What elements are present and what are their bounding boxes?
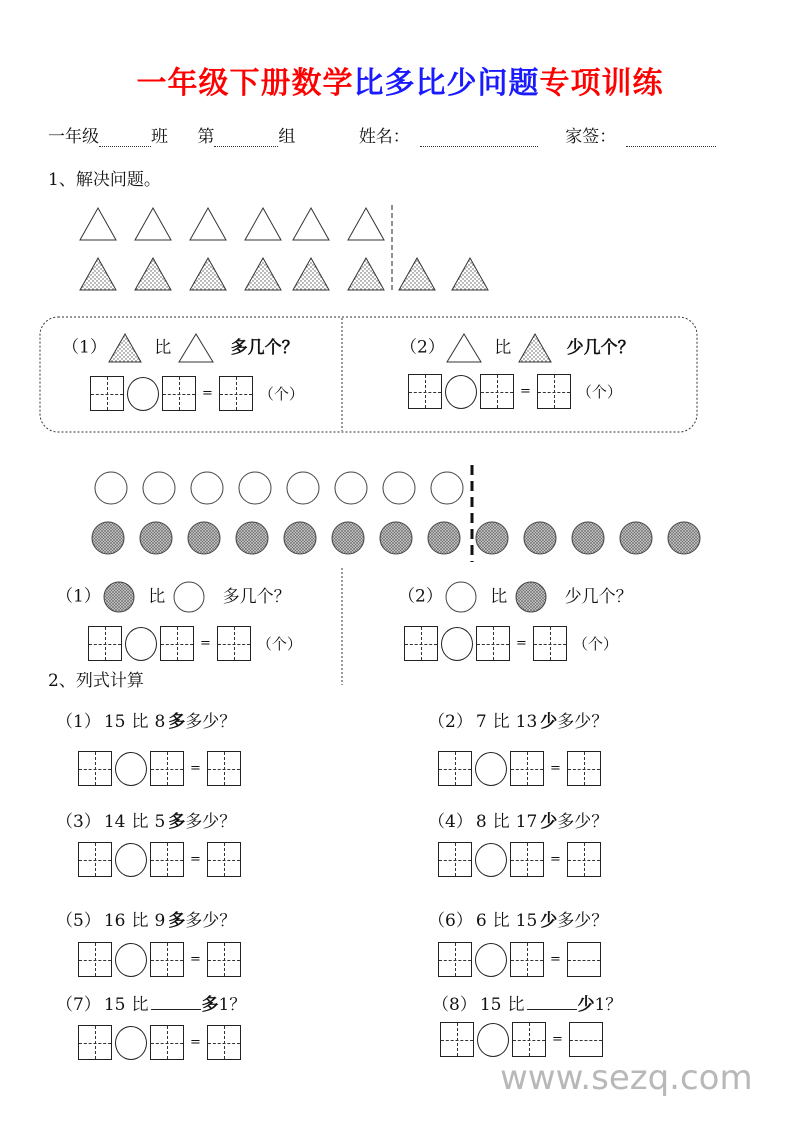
outline-circle-icon [443,580,479,614]
operator-circle[interactable] [475,843,507,877]
problem-6 [428,906,608,931]
problem-2 [428,707,608,732]
problem-key: 多 [168,712,186,732]
question-text: 少几个？ [564,586,633,607]
sign-label: 家签： [565,127,617,147]
problem-a: 16 [103,911,126,931]
group-label: 组 [278,127,296,147]
answer-box[interactable] [512,1022,546,1057]
hatched-circle-icon [101,580,137,614]
problem-a: 15 [103,995,126,1015]
equation-row [78,842,241,877]
equals-sign: = [202,386,213,401]
problem-b: 15 [515,911,538,931]
hatched-circle [140,522,172,554]
equation-row [78,1025,241,1060]
dotted-triangle [348,258,384,290]
problem-key: 少 [540,911,558,931]
hatched-circle-icon [513,580,549,614]
equation-row [78,942,241,977]
hatched-circle [428,522,460,554]
triangle-question-2 [400,332,635,364]
title-part-red: 一年级下册数学 [136,66,354,101]
result-box[interactable] [207,1025,241,1060]
problem-a: 14 [103,812,126,832]
operator-circle[interactable] [115,943,147,977]
equation-row [88,626,302,661]
operator-circle[interactable] [127,377,159,411]
bi-label: 比 [148,586,166,607]
problem-rest: 1？ [218,995,247,1015]
section1-heading: 1、解决问题。 [48,170,161,190]
problem-b: 13 [515,712,538,732]
equation-row [438,842,601,877]
hatched-circle [284,522,316,554]
outline-circle [191,472,223,504]
equation-row [90,376,304,411]
result-box[interactable] [567,751,601,786]
equation-row [408,374,622,409]
problem-bi: 比 [507,995,525,1015]
operator-circle[interactable] [477,1023,509,1057]
problem-key: 少 [540,812,558,832]
hatched-circle [668,522,700,554]
problem-5 [56,906,236,931]
answer-box[interactable] [438,942,472,977]
outline-circle [287,472,319,504]
problem-num: （1） [56,712,101,732]
problem-bi: 比 [492,812,510,832]
q-number: （1） [56,586,101,607]
hatched-circle [188,522,220,554]
operator-circle[interactable] [475,752,507,786]
circle-question-1 [56,580,291,614]
hatched-circle [524,522,556,554]
problem-rest: 多少？ [557,911,609,931]
equals-sign: = [190,852,201,867]
dotted-triangle [293,258,329,290]
problem-bi: 比 [131,712,149,732]
dotted-triangle [452,258,488,290]
answer-box[interactable] [78,942,112,977]
dotted-triangle [80,258,116,290]
problem-b: 9 [154,911,166,931]
problem-bi: 比 [131,911,149,931]
title-part-red-2: 专项训练 [539,66,664,101]
outline-triangle [80,208,116,240]
grade-label: 一年级 [48,127,99,147]
problem-num: （6） [428,911,473,931]
problem-b: 17 [515,812,538,832]
problem-8 [432,990,622,1015]
problem-num: （2） [428,712,473,732]
result-box[interactable] [537,374,571,409]
equals-sign: = [520,384,531,399]
result-box[interactable] [207,942,241,977]
operator-circle[interactable] [441,627,473,661]
equation-row [78,751,241,786]
equation-row [438,751,601,786]
problem-a: 7 [475,712,487,732]
result-box[interactable] [217,626,251,661]
answer-box[interactable] [78,1025,112,1060]
watermark: www.sezq.com [500,1058,753,1098]
dotted-triangle-icon [517,332,553,364]
answer-box[interactable] [150,942,184,977]
result-box[interactable] [207,751,241,786]
problem-bi: 比 [492,712,510,732]
result-box[interactable] [207,842,241,877]
problem-b: 8 [154,712,166,732]
problem-a: 15 [479,995,502,1015]
problem-4 [428,807,608,832]
answer-box[interactable] [162,376,196,411]
answer-box[interactable] [480,374,514,409]
dotted-triangle [245,258,281,290]
problem-num: （3） [56,812,101,832]
equals-sign: = [550,761,561,776]
fill-in-blank[interactable] [527,995,577,1010]
problem-num: （7） [56,995,101,1015]
hatched-circle [92,522,124,554]
bi-label: 比 [494,337,512,358]
answer-box[interactable] [510,842,544,877]
problem-bi: 比 [131,995,149,1015]
outline-triangle [245,208,281,240]
answer-box[interactable] [78,842,112,877]
section2-heading: 2、列式计算 [48,671,144,691]
problem-num: （8） [432,995,477,1015]
unit-label: （个） [572,635,618,653]
problem-a: 6 [475,911,487,931]
bi-label: 比 [154,337,172,358]
result-box[interactable] [567,942,601,977]
name-label: 姓名： [358,127,410,147]
dotted-triangle [399,258,435,290]
dotted-triangle [190,258,226,290]
operator-circle[interactable] [475,943,507,977]
problem-rest: 1？ [594,995,623,1015]
group-prefix: 第 [197,127,215,147]
hatched-circle [380,522,412,554]
problem-rest: 多少？ [185,712,237,732]
outline-triangle-icon [177,332,215,364]
problem-key: 少 [577,995,595,1015]
problem-num: （5） [56,911,101,931]
problem-rest: 多少？ [185,812,237,832]
equals-sign: = [552,1032,563,1047]
result-box[interactable] [569,1022,603,1057]
operator-circle[interactable] [115,752,147,786]
question-text: 多几个？ [222,586,291,607]
outline-circle [335,472,367,504]
outline-circle [431,472,463,504]
circle-question-2 [398,580,633,614]
outline-circle [239,472,271,504]
problem-key: 多 [168,911,186,931]
equals-sign: = [550,952,561,967]
answer-box[interactable] [160,626,194,661]
answer-box[interactable] [510,751,544,786]
equals-sign: = [190,761,201,776]
answer-box[interactable] [78,751,112,786]
outline-circle [95,472,127,504]
operator-circle[interactable] [115,1026,147,1060]
operator-circle[interactable] [115,843,147,877]
outline-triangle [135,208,171,240]
answer-box[interactable] [408,374,442,409]
outline-triangle [293,208,329,240]
answer-box[interactable] [438,751,472,786]
fill-in-blank[interactable] [151,995,201,1010]
answer-box[interactable] [90,376,124,411]
unit-label: （个） [258,385,304,403]
answer-box[interactable] [438,842,472,877]
equals-sign: = [516,636,527,651]
problem-num: （4） [428,812,473,832]
answer-box[interactable] [440,1022,474,1057]
result-box[interactable] [533,626,567,661]
hatched-circle [332,522,364,554]
hatched-circle [620,522,652,554]
problem-rest: 多少？ [185,911,237,931]
unit-label: （个） [256,635,302,653]
problem-7 [56,990,246,1015]
answer-box[interactable] [510,942,544,977]
q-number: （1） [62,337,107,358]
equals-sign: = [190,952,201,967]
outline-triangle-icon [445,332,483,364]
answer-box[interactable] [476,626,510,661]
dotted-triangle [135,258,171,290]
question-text: 多几个？ [230,337,299,358]
result-box[interactable] [219,376,253,411]
outline-triangle [348,208,384,240]
hatched-circle [476,522,508,554]
problem-bi: 比 [131,812,149,832]
q-number: （2） [398,586,443,607]
equals-sign: = [550,852,561,867]
title-part-blue: 比多比少问题 [353,66,540,101]
triangle-question-1 [62,332,299,364]
problem-a: 15 [103,712,126,732]
equation-row [404,626,618,661]
equation-row [438,942,601,977]
class-label: 班 [151,127,168,147]
equation-row [440,1022,603,1057]
problem-key: 多 [168,812,186,832]
outline-circle-icon [171,580,207,614]
answer-box[interactable] [150,842,184,877]
answer-box[interactable] [150,1025,184,1060]
problem-bi: 比 [492,911,510,931]
result-box[interactable] [567,842,601,877]
bi-label: 比 [490,586,508,607]
outline-circle [383,472,415,504]
unit-label: （个） [576,383,622,401]
answer-box[interactable] [404,626,438,661]
outline-triangle [190,208,226,240]
hatched-circle [572,522,604,554]
q-number: （2） [400,337,445,358]
problem-3 [56,807,236,832]
problem-rest: 多少？ [557,712,609,732]
problem-1 [56,707,236,732]
equals-sign: = [190,1035,201,1050]
dotted-triangle-icon [107,332,143,364]
problem-rest: 多少？ [557,812,609,832]
problem-a: 8 [475,812,487,832]
question-text: 少几个？ [566,337,635,358]
outline-circle [143,472,175,504]
hatched-circle [236,522,268,554]
answer-box[interactable] [88,626,122,661]
operator-circle[interactable] [125,627,157,661]
operator-circle[interactable] [445,375,477,409]
problem-b: 5 [154,812,166,832]
answer-box[interactable] [150,751,184,786]
equals-sign: = [200,636,211,651]
problem-key: 多 [201,995,219,1015]
problem-key: 少 [540,712,558,732]
